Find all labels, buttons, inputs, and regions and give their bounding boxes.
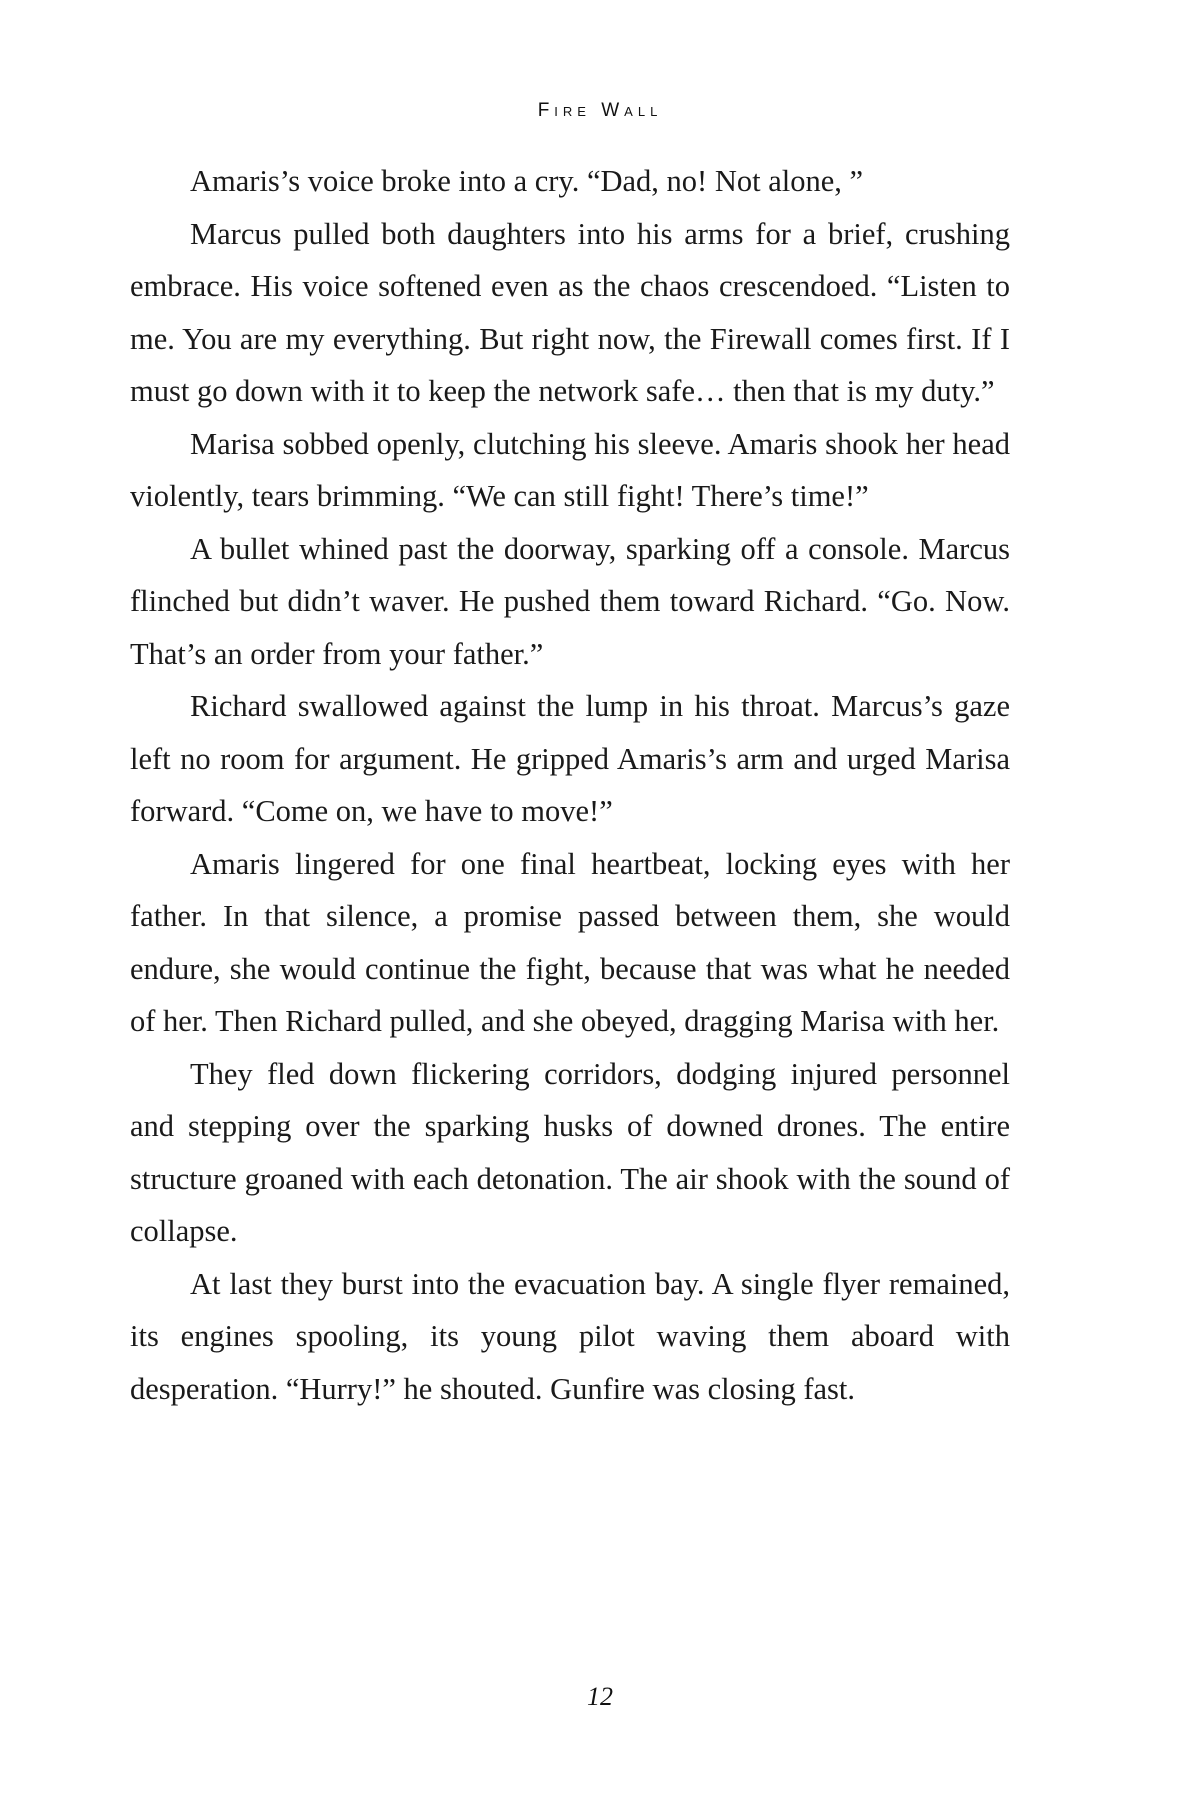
paragraph: Marisa sobbed openly, clutching his sleeve. Amaris shook her head violently, tears brimming. “We can still fight! There’s time!” bbox=[130, 426, 1010, 513]
running-header: Fire Wall bbox=[537, 100, 663, 121]
paragraph: Marcus pulled both daughters into his arms for a brief, crushing embrace. His voice softened even as the chaos crescendoed. “Listen to me. You are my everything. But right now, the Firewall comes first. If I must go down with it to keep the network safe… then that is my duty.” bbox=[130, 216, 1010, 408]
page-number: 12 bbox=[587, 1682, 613, 1711]
paragraph: At last they burst into the evacuation bay. A single flyer remained, its engines spooling, its young pilot waving them aboard with desperation. “Hurry!” he shouted. Gunfire was closing fast. bbox=[130, 1266, 1010, 1406]
paragraph: Amaris’s voice broke into a cry. “Dad, no! Not alone, ” bbox=[190, 164, 864, 198]
paragraph: Amaris lingered for one final heartbeat, locking eyes with her father. In that silence, a promise passed between them, she would endure, she would continue the fight, because that was what he needed of her. Then Richard pulled, and she obeyed, dragging Marisa with her. bbox=[130, 846, 1010, 1038]
body-text bbox=[130, 155, 1010, 1415]
paragraph: They fled down flickering corridors, dodging injured personnel and stepping over the sparking husks of downed drones. The entire structure groaned with each detonation. The air shook with the sound of collapse. bbox=[130, 1056, 1010, 1248]
paragraph: Richard swallowed against the lump in his throat. Marcus’s gaze left no room for argument. He gripped Amaris’s arm and urged Marisa forward. “Come on, we have to move!” bbox=[130, 689, 1010, 828]
paragraph: A bullet whined past the doorway, sparking off a console. Marcus flinched but didn’t waver. He pushed them toward Richard. “Go. Now. That’s an order from your father.” bbox=[130, 531, 1010, 671]
